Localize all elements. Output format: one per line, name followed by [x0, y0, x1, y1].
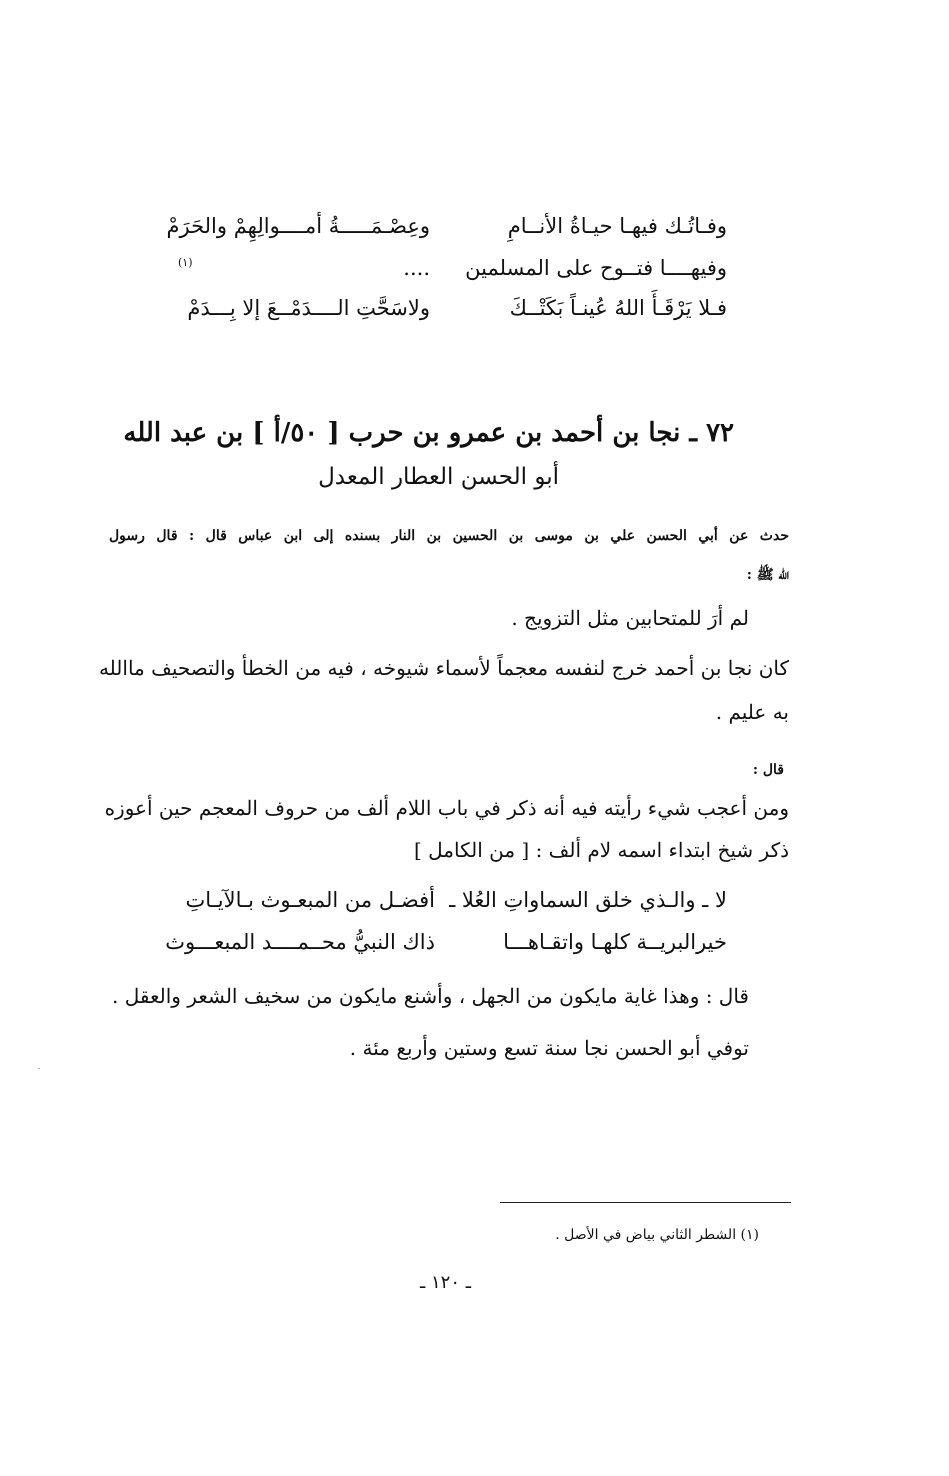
paragraph1-line2: به عليم . [715, 700, 789, 724]
poem1-line1-right: وفـاتُـك فيهـا حيـاةُ الأنــامِ [507, 214, 727, 238]
poem2-line1-right: لا ـ والـذي خلق السماواتِ العُلا ـ [449, 888, 727, 912]
entry-subtitle: أبو الحسن العطار المعدل [318, 464, 559, 490]
footnote-text: (١) الشطر الثاني بياض في الأصل . [555, 1227, 759, 1243]
entry-title: ٧٢ ـ نجا بن أحمد بن عمرو بن حرب [ ٥٠/أ ] بن عبد الله [123, 418, 734, 448]
footnote-divider [500, 1202, 791, 1203]
paragraph1-line1: كان نجا بن أحمد خرج لنفسه معجماً لأسماء شيوخه ، فيه من الخطأ والتصحيف ماالله [98, 656, 789, 680]
poem1-line2-right: وفيهــــا فتــوح على المسلمين [465, 256, 727, 280]
hadith-text: لم أرَ للمتحابين مثل التزويج . [511, 606, 749, 630]
page-number: ـ ١٢٠ ـ [420, 1272, 472, 1293]
paragraph2-line2: ذكر شيخ ابتداء اسمه لام ألف : [ من الكامل ] [413, 838, 789, 862]
poem2-line2-right: خيرالبريــة كلهـا واتقـاهـــا [503, 930, 727, 954]
paragraph4: توفي أبو الحسن نجا سنة تسع وستين وأربع مئة . [349, 1036, 749, 1060]
poem1-line1-left: وعِصْـمَـــــةُ أمــــوالِهِمْ والحَرَمْ [166, 214, 430, 238]
paragraph3: قال : وهذا غاية مايكون من الجهل ، وأشنع مايكون من سخيف الشعر والعقل . [112, 984, 749, 1008]
poem2-line1-left: أفضـل من المبعـوث بـالآيـاتِ [185, 888, 435, 912]
qala-label: قال : [752, 762, 784, 778]
poem1-line3-right: فـلا يَرْقَـأَ اللهُ عُينـاً بَكَتْــكَ [509, 296, 727, 320]
scan-speck [38, 1068, 40, 1069]
poem2-line2-left: ذاك النبيُّ محــمــــد المبعـــوث [165, 930, 435, 954]
isnad-line2: الله ﷺ : [746, 567, 789, 583]
paragraph2-line1: ومن أعجب شيء رأيته فيه أنه ذكر في باب اللام ألف من حروف المعجم حين أعوزه [104, 796, 789, 820]
poem1-line3-left: ولاسَحَّتِ الــــدَمْــعَ إلا بِـــدَمْ [187, 296, 430, 320]
poem1-line2-left: .... [403, 256, 430, 280]
footnote-marker: (١) [178, 256, 193, 269]
isnad-line1: حدث عن أبي الحسن علي بن موسى بن الحسين بن النار بسنده إلى ابن عباس قال : قال رسول [109, 528, 789, 544]
